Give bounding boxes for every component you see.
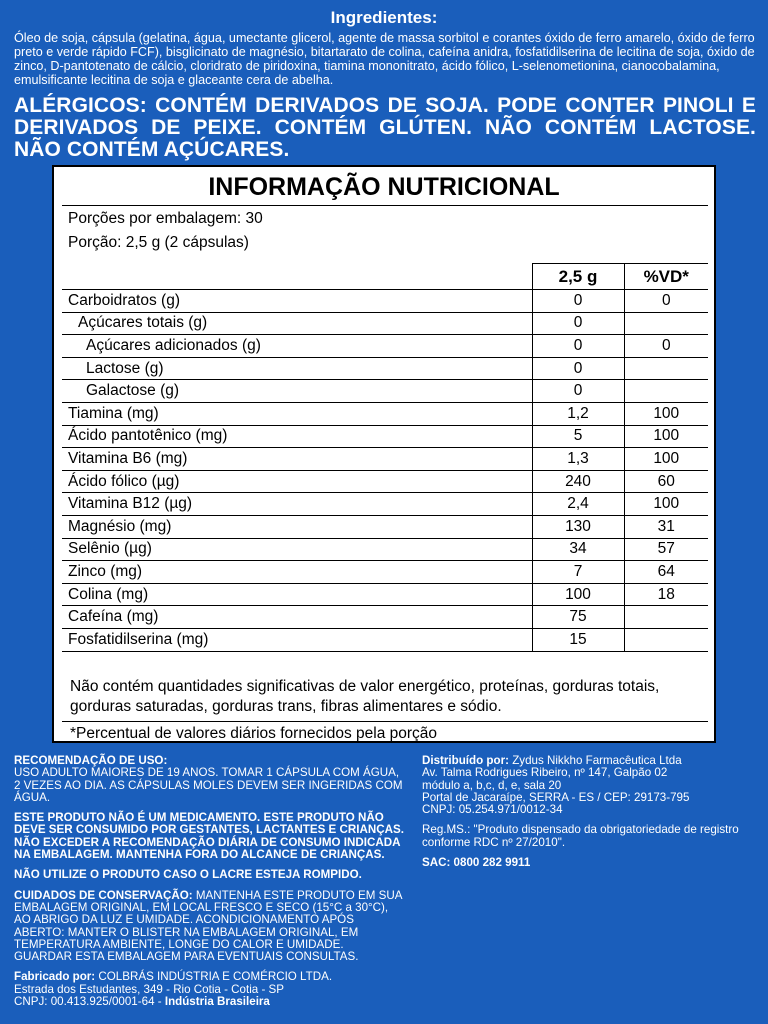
- recommendation-text: USO ADULTO MAIORES DE 19 ANOS. TOMAR 1 CÁPSULA COM ÁGUA, 2 VEZES AO DIA. AS CÁPSULAS MOLES DEVEM SER INGERIDAS COM ÁGUA.: [14, 766, 403, 804]
- nutrient-amount: 1,3: [532, 448, 624, 471]
- manufacturer-origin: Indústria Brasileira: [164, 995, 270, 1009]
- distributor-title: Distribuído por:: [422, 754, 509, 767]
- table-row: [62, 402, 708, 425]
- nutrient-amount: 130: [532, 515, 624, 538]
- nutrient-dv: 31: [624, 515, 708, 538]
- table-row: [62, 357, 708, 380]
- distributor-info: [422, 755, 762, 869]
- servings-per-package: Porções por embalagem: 30: [68, 210, 263, 227]
- nutrient-name: Cafeína (mg): [62, 606, 532, 629]
- product-warning: ESTE PRODUTO NÃO É UM MEDICAMENTO. ESTE PRODUTO NÃO DEVE SER CONSUMIDO POR GESTANTES, LACTANTES E CRIANÇAS. NÃO EXCEDER A RECOMENDAÇÃO DIÁRIA DE CONSUMO INDICADA NA EMBALAGEM. MANTENHA FORA DO ALCANCE DE CRIANÇAS.: [14, 811, 404, 862]
- table-row: [62, 583, 708, 606]
- distributor-name: Zydus Nikkho Farmacêutica Ltda: [512, 754, 682, 767]
- table-row: [62, 448, 708, 471]
- nutrient-dv: 0: [624, 335, 708, 358]
- recommendation-title: RECOMENDAÇÃO DE USO:: [14, 754, 168, 767]
- header-amount: 2,5 g: [532, 264, 624, 290]
- nutrient-dv: [624, 357, 708, 380]
- nutrient-amount: 100: [532, 583, 624, 606]
- nutrient-dv: 100: [624, 493, 708, 516]
- nutrient-name: Fosfatidilserina (mg): [62, 628, 532, 651]
- nutrient-amount: 5: [532, 425, 624, 448]
- table-row: [62, 380, 708, 403]
- usage-info: [14, 755, 404, 1008]
- nutrient-amount: 15: [532, 628, 624, 651]
- nutrient-amount: 0: [532, 312, 624, 335]
- percent-daily-note: *Percentual de valores diários fornecidos pela porção: [70, 725, 438, 742]
- allergen-statement: ALÉRGICOS: CONTÉM DERIVADOS DE SOJA. PODE CONTER PINOLI E DERIVADOS DE PEIXE. CONTÉM GLÚTEN. NÃO CONTÉM LACTOSE. NÃO CONTÉM AÇÚCARES.: [14, 94, 756, 161]
- nutrient-name: Tiamina (mg): [62, 402, 532, 425]
- storage-text: MANTENHA ESTE PRODUTO EM SUA EMBALAGEM ORIGINAL, EM LOCAL FRESCO E SECO (15°C a 30°C), AO ABRIGO DA LUZ E UMIDADE. ACONDICIONAMENTO APÓS ABERTO: MANTER O BLISTER NA EMBALAGEM ORIGINAL, EM TEMPERATURA AMBIENTE, LONGE DO CALOR E UMIDADE. GUARDAR ESTA EMBALAGEM PARA EVENTUAIS CONSULTAS.: [14, 888, 402, 964]
- nutrient-dv: 18: [624, 583, 708, 606]
- nutrient-amount: 7: [532, 561, 624, 584]
- table-row: [62, 470, 708, 493]
- manufacturer-address: Estrada dos Estudantes, 349 - Rio Cotia - Cotia - SP: [14, 982, 285, 996]
- nutrition-footnote: Não contém quantidades significativas de valor energético, proteínas, gorduras totais, gorduras saturadas, gorduras trans, fibras alimentares e sódio.: [70, 678, 660, 715]
- table-row: [62, 425, 708, 448]
- table-row: [62, 606, 708, 629]
- nutrient-amount: 240: [532, 470, 624, 493]
- nutrient-dv: 100: [624, 425, 708, 448]
- distributor-address-1: Av. Talma Rodrigues Ribeiro, nº 147, Galpão 02: [422, 766, 668, 780]
- nutrient-amount: 0: [532, 357, 624, 380]
- nutrient-dv: [624, 606, 708, 629]
- nutrient-dv: 0: [624, 290, 708, 313]
- table-row: [62, 312, 708, 335]
- nutrient-name: Açúcares adicionados (g): [62, 335, 532, 358]
- nutrition-title: INFORMAÇÃO NUTRICIONAL: [208, 173, 560, 201]
- nutrient-dv: 100: [624, 448, 708, 471]
- footnote-divider: [62, 721, 708, 722]
- nutrient-dv: 100: [624, 402, 708, 425]
- nutrient-dv: [624, 312, 708, 335]
- ingredients-title: Ingredientes:: [330, 8, 438, 27]
- ingredients-text: Óleo de soja, cápsula (gelatina, água, umectante glicerol, agente de massa sorbitol e corantes óxido de ferro amarelo, óxido de ferro preto e verde rápido FCF), bisglicinato de magnésio, bitartarato de colina, cafeína anidra, fosfatidilserina de lecitina de soja, óxido de zinco, D-pantotenato de cálcio, cloridrato de piridoxina, tiamina mononitrato, ácido fólico, L-selenometionina, cianocobalamina, emulsificante lecitina de soja e glaceante cera de abelha.: [14, 31, 755, 87]
- nutrient-amount: 0: [532, 380, 624, 403]
- nutrient-dv: 64: [624, 561, 708, 584]
- table-header-row: [62, 264, 708, 290]
- registration-note: Reg.MS.: "Produto dispensado da obrigatoriedade de registro conforme RDC nº 27/2010".: [422, 823, 739, 849]
- table-row: [62, 538, 708, 561]
- nutrient-amount: 0: [532, 335, 624, 358]
- table-row: [62, 515, 708, 538]
- table-row: [62, 290, 708, 313]
- nutrient-amount: 75: [532, 606, 624, 629]
- nutrient-name: Zinco (mg): [62, 561, 532, 584]
- nutrient-dv: [624, 628, 708, 651]
- nutrient-amount: 1,2: [532, 402, 624, 425]
- nutrient-name: Ácido fólico (µg): [62, 470, 532, 493]
- table-row: [62, 335, 708, 358]
- header-blank-cell: [62, 264, 532, 290]
- nutrient-name: Vitamina B6 (mg): [62, 448, 532, 471]
- manufacturer-title: Fabricado por:: [14, 970, 96, 984]
- serving-size: Porção: 2,5 g (2 cápsulas): [68, 234, 249, 251]
- nutrient-dv: 60: [624, 470, 708, 493]
- nutrition-table: [62, 263, 708, 652]
- title-divider: [62, 205, 708, 206]
- nutrient-dv: 57: [624, 538, 708, 561]
- manufacturer-name: COLBRÁS INDÚSTRIA E COMÉRCIO LTDA.: [98, 970, 333, 984]
- nutrient-dv: [624, 380, 708, 403]
- nutrient-name: Vitamina B12 (µg): [62, 493, 532, 516]
- seal-warning: NÃO UTILIZE O PRODUTO CASO O LACRE ESTEJA ROMPIDO.: [14, 868, 362, 882]
- nutrient-name: Colina (mg): [62, 583, 532, 606]
- customer-service: SAC: 0800 282 9911: [422, 856, 531, 870]
- nutrient-name: Ácido pantotênico (mg): [62, 425, 532, 448]
- distributor-cnpj: CNPJ: 05.254.971/0012-34: [422, 803, 563, 817]
- nutrient-name: Açúcares totais (g): [62, 312, 532, 335]
- nutrient-name: Galactose (g): [62, 380, 532, 403]
- distributor-address-2: módulo a, b,c, d, e, sala 20: [422, 778, 562, 792]
- nutrient-name: Lactose (g): [62, 357, 532, 380]
- storage-title: CUIDADOS DE CONSERVAÇÃO:: [14, 888, 193, 902]
- table-row: [62, 561, 708, 584]
- table-row: [62, 628, 708, 651]
- table-row: [62, 493, 708, 516]
- manufacturer-cnpj: CNPJ: 00.413.925/0001-64 -: [14, 995, 162, 1009]
- nutrient-name: Carboidratos (g): [62, 290, 532, 313]
- header-dv: %VD*: [624, 264, 708, 290]
- nutrient-amount: 0: [532, 290, 624, 313]
- nutrient-amount: 34: [532, 538, 624, 561]
- nutrient-name: Selênio (µg): [62, 538, 532, 561]
- nutrient-name: Magnésio (mg): [62, 515, 532, 538]
- nutrition-panel: [52, 165, 716, 743]
- distributor-address-3: Portal de Jacaraípe, SERRA - ES / CEP: 29173-795: [422, 790, 690, 804]
- nutrient-amount: 2,4: [532, 493, 624, 516]
